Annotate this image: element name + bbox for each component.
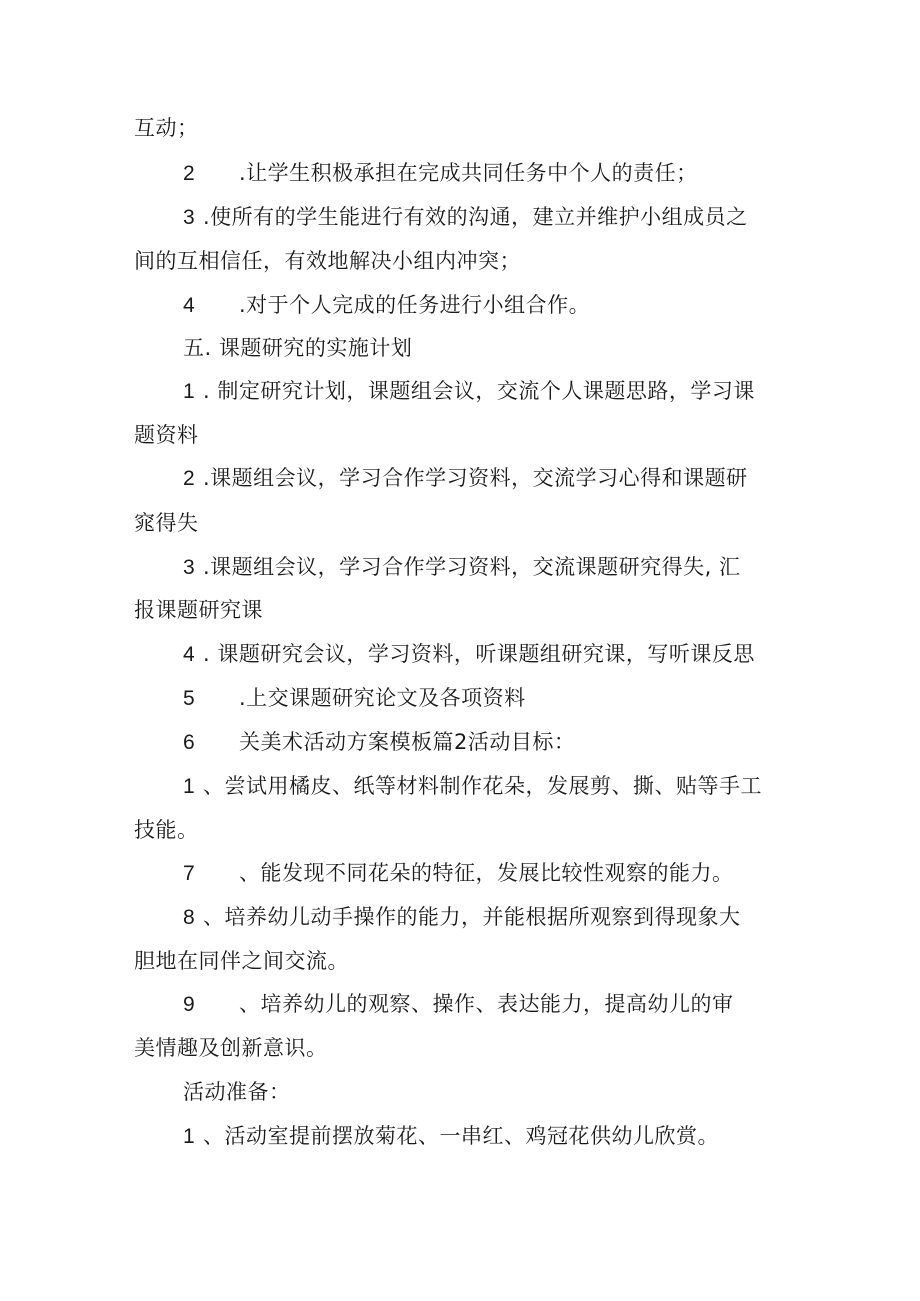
heading-text: 五. 课题研究的实施计划 <box>183 336 413 360</box>
list-number: 6 <box>183 731 196 754</box>
list-number: 4 <box>183 294 196 317</box>
list-item <box>183 639 755 670</box>
list-item <box>183 463 748 494</box>
list-text: .上交课题研究论文及各项资料 <box>239 686 526 710</box>
list-text: 关美术活动方案模板篇2活动目标： <box>239 730 576 754</box>
list-text: . 课题研究会议，学习资料，听课题组研究课，写听课反思 <box>203 642 755 666</box>
list-item <box>183 552 741 583</box>
list-item <box>183 727 575 758</box>
line-text: 间的互相信任，有效地解决小组内冲突； <box>134 249 521 273</box>
list-item <box>183 1121 719 1152</box>
list-text: 、培养幼儿动手操作的能力，并能根据所观察到得现象大 <box>203 905 741 929</box>
list-item <box>183 202 748 233</box>
text-line <box>134 420 199 450</box>
text-line <box>134 508 199 538</box>
line-text: 题资料 <box>134 423 199 447</box>
line-text: 窕得失 <box>134 511 199 535</box>
list-item <box>183 158 698 189</box>
line-text: 互动； <box>134 116 199 140</box>
list-text: 、能发现不同花朵的特征，发展比较性观察的能力。 <box>239 861 734 885</box>
list-number: 7 <box>183 862 196 885</box>
list-item <box>183 989 734 1020</box>
list-text: .让学生积极承担在完成共同任务中个人的责任； <box>239 161 698 185</box>
list-number: 3 <box>183 556 196 579</box>
text-line <box>134 946 349 976</box>
list-text: .对于个人完成的任务进行小组合作。 <box>239 293 591 317</box>
list-item <box>183 376 755 407</box>
line-text: 技能。 <box>134 818 199 842</box>
line-text: 胆地在同伴之间交流。 <box>134 949 349 973</box>
list-text: 、活动室提前摆放菊花、一串红、鸡冠花供幼儿欣赏。 <box>203 1124 719 1148</box>
list-number: 8 <box>183 906 196 929</box>
list-number: 4 <box>183 643 196 666</box>
list-item <box>183 858 734 889</box>
list-text: .课题组会议，学习合作学习资料，交流学习心得和课题研 <box>203 466 748 490</box>
list-text: 、尝试用橘皮、纸等材料制作花朵，发展剪、撕、贴等手工 <box>203 774 762 798</box>
text-line <box>134 595 263 625</box>
list-number: 5 <box>183 687 196 710</box>
list-number: 2 <box>183 162 196 185</box>
list-number: 3 <box>183 206 196 229</box>
list-text: .课题组会议，学习合作学习资料，交流课题研究得失, 汇 <box>203 555 741 579</box>
section-heading <box>183 1077 291 1107</box>
list-number: 9 <box>183 993 196 1016</box>
section-heading <box>183 333 412 363</box>
text-line <box>134 113 199 143</box>
list-number: 2 <box>183 467 196 490</box>
list-number: 1 <box>183 1125 196 1148</box>
text-line <box>134 815 199 845</box>
heading-text: 活动准备： <box>183 1080 291 1104</box>
list-item <box>183 771 762 802</box>
list-item <box>183 290 590 321</box>
list-text: 、培养幼儿的观察、操作、表达能力，提高幼儿的审 <box>239 992 734 1016</box>
line-text: 报课题研究课 <box>134 598 263 622</box>
text-line <box>134 246 521 276</box>
line-text: 美情趣及创新意识。 <box>134 1036 328 1060</box>
list-item <box>183 683 526 714</box>
text-line <box>134 1033 328 1063</box>
list-number: 1 <box>183 775 196 798</box>
list-text: .使所有的学生能进行有效的沟通，建立并维护小组成员之 <box>203 205 748 229</box>
list-text: . 制定研究计划，课题组会议，交流个人课题思路，学习课 <box>203 379 755 403</box>
list-item <box>183 902 741 933</box>
list-number: 1 <box>183 380 196 403</box>
